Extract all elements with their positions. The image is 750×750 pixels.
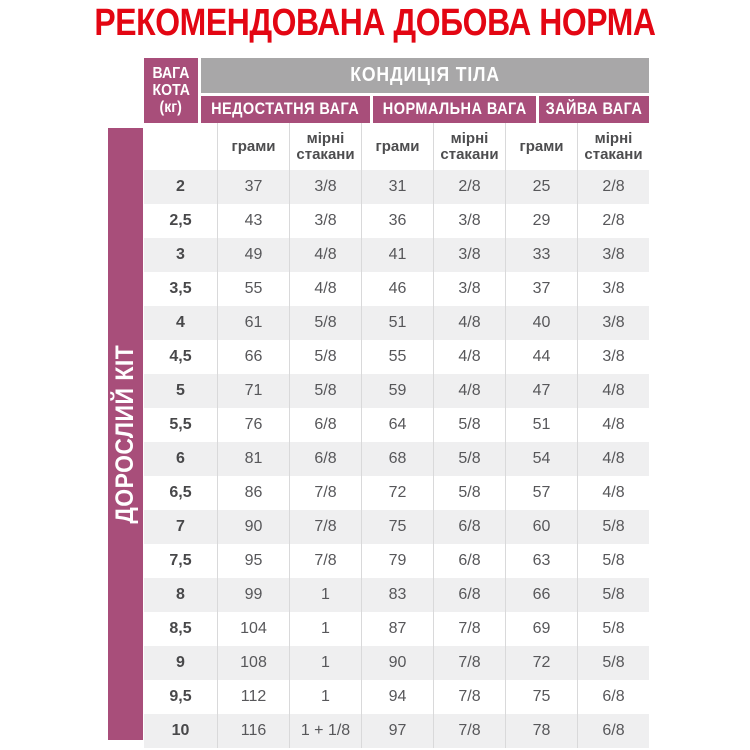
value-cell: 79 <box>361 544 433 578</box>
value-cell: 5/8 <box>433 476 505 510</box>
value-cell: 3/8 <box>577 306 649 340</box>
group-header-normal <box>373 96 537 123</box>
weight-header-line: ВАГА <box>152 65 190 82</box>
value-cell: 6/8 <box>289 408 361 442</box>
value-cell: 71 <box>217 374 289 408</box>
units-header-cups: мірні стакани <box>433 123 505 170</box>
value-cell: 66 <box>217 340 289 374</box>
value-cell: 31 <box>361 170 433 204</box>
weight-header-line: (кг) <box>159 99 183 116</box>
group-header-text: ЗАЙВА ВАГА <box>545 100 643 118</box>
units-header-grams: грами <box>361 123 433 170</box>
value-cell: 33 <box>505 238 577 272</box>
table-row <box>144 714 649 748</box>
value-cell: 4/8 <box>289 238 361 272</box>
value-cell: 3/8 <box>289 170 361 204</box>
table-row <box>144 612 649 646</box>
value-cell: 108 <box>217 646 289 680</box>
value-cell: 2/8 <box>577 204 649 238</box>
value-cell: 60 <box>505 510 577 544</box>
value-cell: 7/8 <box>289 510 361 544</box>
value-cell: 59 <box>361 374 433 408</box>
units-header-cups: мірні стакани <box>289 123 361 170</box>
value-cell: 37 <box>217 170 289 204</box>
value-cell: 104 <box>217 612 289 646</box>
value-cell: 55 <box>217 272 289 306</box>
value-cell: 7/8 <box>289 544 361 578</box>
value-cell: 57 <box>505 476 577 510</box>
value-cell: 6/8 <box>433 544 505 578</box>
value-cell: 43 <box>217 204 289 238</box>
value-cell: 1 <box>289 680 361 714</box>
value-cell: 4/8 <box>433 306 505 340</box>
units-header-grams: грами <box>217 123 289 170</box>
value-cell: 5/8 <box>577 612 649 646</box>
weight-header-line: КОТА <box>152 82 190 99</box>
age-group-banner <box>108 128 143 740</box>
value-cell: 40 <box>505 306 577 340</box>
condition-group-row <box>201 96 649 123</box>
value-cell: 47 <box>505 374 577 408</box>
value-cell: 78 <box>505 714 577 748</box>
value-cell: 76 <box>217 408 289 442</box>
value-cell: 7/8 <box>289 476 361 510</box>
weight-cell: 8,5 <box>169 620 192 637</box>
units-header-spacer <box>144 123 217 170</box>
value-cell: 5/8 <box>433 442 505 476</box>
value-cell: 97 <box>361 714 433 748</box>
weight-cell: 5 <box>176 382 185 399</box>
condition-column-headers <box>201 58 649 123</box>
table-row <box>144 544 649 578</box>
value-cell: 6/8 <box>433 578 505 612</box>
age-group-label: ДОРОСЛИЙ КІТ <box>111 344 139 524</box>
table-row <box>144 238 649 272</box>
value-cell: 3/8 <box>577 238 649 272</box>
table-row <box>144 204 649 238</box>
value-cell: 41 <box>361 238 433 272</box>
value-cell: 1 <box>289 578 361 612</box>
value-cell: 1 + 1/8 <box>289 714 361 748</box>
value-cell: 81 <box>217 442 289 476</box>
weight-cell: 5,5 <box>169 416 192 433</box>
value-cell: 37 <box>505 272 577 306</box>
value-cell: 1 <box>289 646 361 680</box>
page-title-text: РЕКОМЕНДОВАНА ДОБОВА НОРМА <box>94 2 656 44</box>
group-header-underweight <box>201 96 369 123</box>
value-cell: 68 <box>361 442 433 476</box>
value-cell: 1 <box>289 612 361 646</box>
feeding-table <box>144 58 649 748</box>
value-cell: 87 <box>361 612 433 646</box>
value-cell: 3/8 <box>433 204 505 238</box>
table-header-row <box>144 58 649 123</box>
value-cell: 66 <box>505 578 577 612</box>
weight-cell: 7,5 <box>169 552 192 569</box>
weight-cell: 2,5 <box>169 212 192 229</box>
value-cell: 46 <box>361 272 433 306</box>
value-cell: 99 <box>217 578 289 612</box>
value-cell: 2/8 <box>577 170 649 204</box>
value-cell: 4/8 <box>577 476 649 510</box>
value-cell: 7/8 <box>433 680 505 714</box>
weight-cell: 6 <box>176 450 185 467</box>
weight-cell: 2 <box>176 178 185 195</box>
units-header-row <box>144 123 649 170</box>
value-cell: 83 <box>361 578 433 612</box>
value-cell: 5/8 <box>577 646 649 680</box>
value-cell: 75 <box>361 510 433 544</box>
value-cell: 3/8 <box>433 238 505 272</box>
value-cell: 64 <box>361 408 433 442</box>
weight-cell: 9 <box>176 654 185 671</box>
value-cell: 49 <box>217 238 289 272</box>
value-cell: 6/8 <box>577 680 649 714</box>
weight-cell: 7 <box>176 518 185 535</box>
table-row <box>144 578 649 612</box>
value-cell: 116 <box>217 714 289 748</box>
group-header-text: НЕДОСТАТНЯ ВАГА <box>211 100 360 118</box>
value-cell: 7/8 <box>433 714 505 748</box>
weight-cell: 4 <box>176 314 185 331</box>
weight-header-cell <box>144 58 198 123</box>
value-cell: 112 <box>217 680 289 714</box>
value-cell: 94 <box>361 680 433 714</box>
table-row <box>144 306 649 340</box>
value-cell: 44 <box>505 340 577 374</box>
value-cell: 3/8 <box>577 340 649 374</box>
value-cell: 36 <box>361 204 433 238</box>
value-cell: 5/8 <box>577 510 649 544</box>
value-cell: 25 <box>505 170 577 204</box>
table-body <box>144 170 649 748</box>
weight-cell: 10 <box>171 722 190 739</box>
value-cell: 4/8 <box>289 272 361 306</box>
value-cell: 61 <box>217 306 289 340</box>
units-header-grams: грами <box>505 123 577 170</box>
table-row <box>144 510 649 544</box>
table-row <box>144 680 649 714</box>
value-cell: 4/8 <box>577 374 649 408</box>
value-cell: 3/8 <box>289 204 361 238</box>
value-cell: 5/8 <box>577 544 649 578</box>
value-cell: 3/8 <box>433 272 505 306</box>
value-cell: 6/8 <box>289 442 361 476</box>
value-cell: 69 <box>505 612 577 646</box>
table-row <box>144 442 649 476</box>
value-cell: 72 <box>505 646 577 680</box>
value-cell: 5/8 <box>289 374 361 408</box>
value-cell: 55 <box>361 340 433 374</box>
table-row <box>144 340 649 374</box>
value-cell: 6/8 <box>433 510 505 544</box>
value-cell: 7/8 <box>433 646 505 680</box>
value-cell: 51 <box>505 408 577 442</box>
value-cell: 51 <box>361 306 433 340</box>
value-cell: 75 <box>505 680 577 714</box>
value-cell: 5/8 <box>289 306 361 340</box>
weight-cell: 4,5 <box>169 348 192 365</box>
units-header-cups: мірні стакани <box>577 123 649 170</box>
body-condition-header-text: КОНДИЦІЯ ТІЛА <box>350 64 500 86</box>
value-cell: 90 <box>361 646 433 680</box>
weight-cell: 8 <box>176 586 185 603</box>
value-cell: 4/8 <box>577 442 649 476</box>
value-cell: 4/8 <box>433 374 505 408</box>
weight-cell: 3,5 <box>169 280 192 297</box>
table-row <box>144 408 649 442</box>
value-cell: 6/8 <box>577 714 649 748</box>
value-cell: 5/8 <box>289 340 361 374</box>
value-cell: 5/8 <box>433 408 505 442</box>
value-cell: 5/8 <box>577 578 649 612</box>
group-header-text: НОРМАЛЬНА ВАГА <box>382 100 527 118</box>
table-row <box>144 170 649 204</box>
value-cell: 4/8 <box>577 408 649 442</box>
value-cell: 3/8 <box>577 272 649 306</box>
value-cell: 86 <box>217 476 289 510</box>
table-row <box>144 374 649 408</box>
value-cell: 4/8 <box>433 340 505 374</box>
weight-cell: 6,5 <box>169 484 192 501</box>
value-cell: 29 <box>505 204 577 238</box>
value-cell: 54 <box>505 442 577 476</box>
body-condition-header <box>201 58 649 93</box>
value-cell: 63 <box>505 544 577 578</box>
value-cell: 95 <box>217 544 289 578</box>
weight-cell: 9,5 <box>169 688 192 705</box>
value-cell: 90 <box>217 510 289 544</box>
value-cell: 7/8 <box>433 612 505 646</box>
page-title <box>0 2 750 45</box>
table-row <box>144 476 649 510</box>
group-header-overweight <box>539 96 649 123</box>
table-row <box>144 272 649 306</box>
weight-cell: 3 <box>176 246 185 263</box>
table-row <box>144 646 649 680</box>
value-cell: 72 <box>361 476 433 510</box>
value-cell: 2/8 <box>433 170 505 204</box>
